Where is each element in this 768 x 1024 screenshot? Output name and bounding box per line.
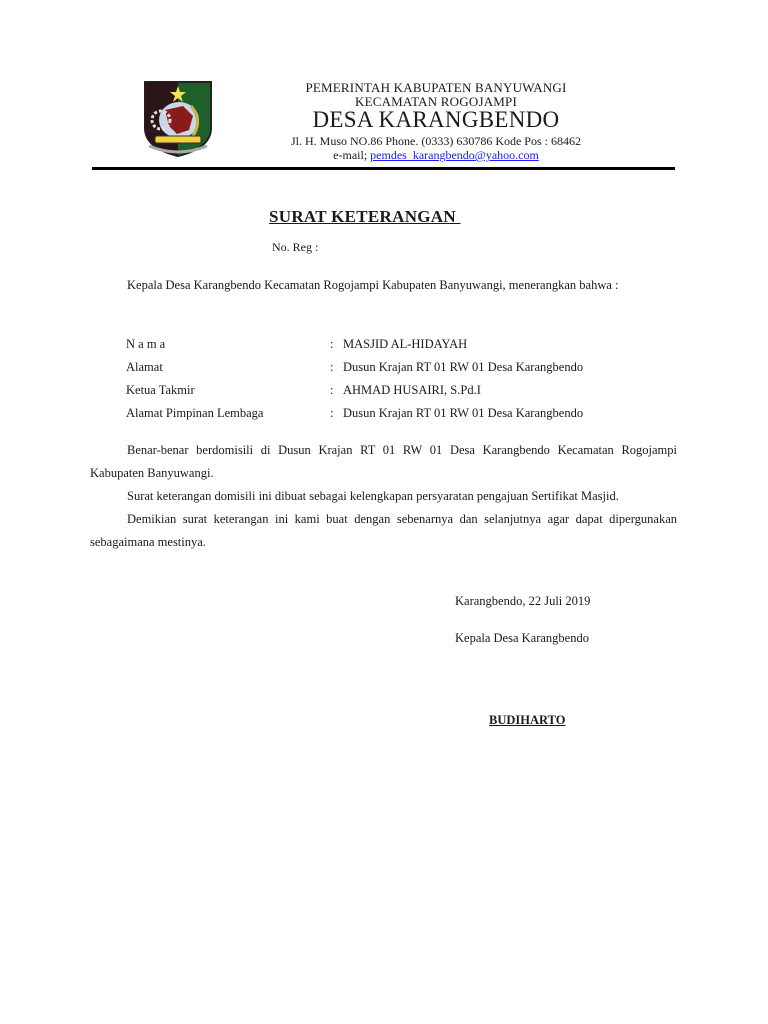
field-colon: : xyxy=(330,406,334,420)
letterhead-divider xyxy=(92,167,675,170)
email-line xyxy=(250,148,622,163)
government-name: PEMERINTAH KABUPATEN BANYUWANGI xyxy=(305,80,567,95)
purpose-paragraph: Surat keterangan domisili ini dibuat sebagai kelengkapan persyaratan pengajuan Sertifikat Masjid. xyxy=(127,489,619,503)
field-colon: : xyxy=(330,337,334,351)
document-title: SURAT KETERANGAN xyxy=(269,207,461,226)
place-date: Karangbendo, 22 Juli 2019 xyxy=(455,594,591,608)
field-value-nama: MASJID AL-HIDAYAH xyxy=(343,337,468,351)
regency-coat-of-arms-icon xyxy=(141,76,215,160)
email-link[interactable]: pemdes_karangbendo@yahoo.com xyxy=(370,148,539,162)
domicile-paragraph: Benar-benar berdomisili di Dusun Krajan RT 01 RW 01 Desa Karangbendo Kecamatan Rogojampi Kabupaten Banyuwangi. xyxy=(90,443,677,480)
village-name: DESA KARANGBENDO xyxy=(312,107,560,132)
closing-paragraph: Demikian surat keterangan ini kami buat dengan sebenarnya dan selanjutnya agar dapat dipergunakan sebagaimana mestinya. xyxy=(90,512,677,549)
office-address: Jl. H. Muso NO.86 Phone. (0333) 630786 Kode Pos : 68462 xyxy=(290,134,581,148)
field-value-ketua-takmir: AHMAD HUSAIRI, S.Pd.I xyxy=(343,383,481,397)
field-colon: : xyxy=(330,360,334,374)
body-paragraphs xyxy=(90,439,677,554)
field-label-nama: N a m a xyxy=(126,337,166,351)
field-label-alamat-pimpinan: Alamat Pimpinan Lembaga xyxy=(126,406,264,420)
field-label-ketua-takmir: Ketua Takmir xyxy=(126,383,195,397)
district-name: KECAMATAN ROGOJAMPI xyxy=(354,94,518,109)
field-value-alamat-pimpinan: Dusun Krajan RT 01 RW 01 Desa Karangbendo xyxy=(343,406,584,420)
registration-number: No. Reg : xyxy=(272,240,319,254)
signer-title: Kepala Desa Karangbendo xyxy=(455,631,589,645)
intro-paragraph: Kepala Desa Karangbendo Kecamatan Rogojampi Kabupaten Banyuwangi, menerangkan bahwa : xyxy=(127,278,619,292)
field-value-alamat: Dusun Krajan RT 01 RW 01 Desa Karangbendo xyxy=(343,360,584,374)
signer-name: BUDIHARTO xyxy=(489,713,566,727)
email-label: e-mail; xyxy=(333,148,371,162)
field-colon: : xyxy=(330,383,334,397)
field-label-alamat: Alamat xyxy=(126,360,163,374)
